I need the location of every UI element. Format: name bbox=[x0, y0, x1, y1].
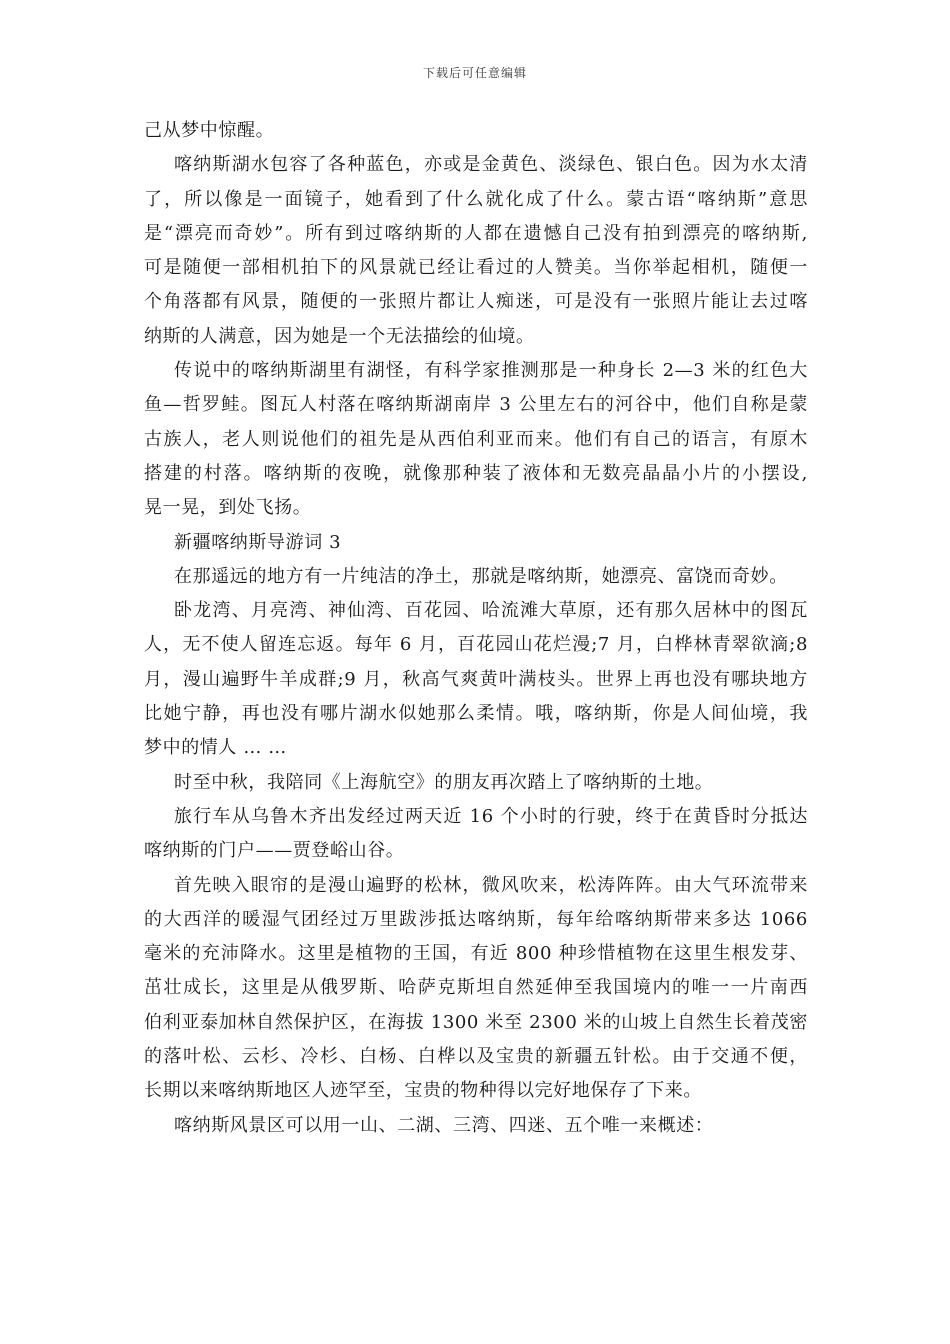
text-line: 搭建的村落。喀纳斯的夜晚，就像那种装了液体和无数亮晶晶小片的小摆设, bbox=[144, 462, 808, 484]
text-line: 人，无不使人留连忘返。每年 6 月，百花园山花烂漫;7 月，白桦林青翠欲滴;8 bbox=[144, 634, 808, 656]
text-line: 伯利亚泰加林自然保护区，在海拔 1300 米至 2300 米的山坡上自然生长着茂密 bbox=[144, 1011, 808, 1033]
text-line: 古族人，老人则说他们的祖先是从西伯利亚而来。他们有自己的语言，有原木 bbox=[144, 428, 808, 450]
text-line: 了，所以像是一面镜子，她看到了什么就化成了什么。蒙古语“喀纳斯”意思 bbox=[144, 188, 808, 210]
text-line: 可是随便一部相机拍下的风景就已经让看过的人赞美。当你举起相机，随便一 bbox=[144, 257, 808, 279]
text-line: 茁壮成长，这里是从俄罗斯、哈萨克斯坦自然延伸至我国境内的唯一一片南西 bbox=[144, 977, 808, 999]
paragraph bbox=[144, 114, 808, 148]
text-line: 时至中秋，我陪同《上海航空》的朋友再次踏上了喀纳斯的土地。 bbox=[174, 771, 714, 793]
text-line: 晃一晃，到处飞扬。 bbox=[144, 497, 312, 519]
text-line: 鱼—哲罗鲑。图瓦人村落在喀纳斯湖南岸 3 公里左右的河谷中，他们自称是蒙 bbox=[144, 394, 808, 416]
page-header: 下载后可任意编辑 bbox=[422, 66, 527, 80]
text-line: 喀纳斯风景区可以用一山、二湖、三湾、四迷、五个唯一来概述： bbox=[174, 1114, 714, 1136]
text-line: 新疆喀纳斯导游词 3 bbox=[174, 531, 342, 553]
document-body bbox=[144, 114, 808, 1143]
paragraph bbox=[144, 766, 808, 800]
text-line: 梦中的情人 … … bbox=[144, 737, 287, 759]
text-line: 首先映入眼帘的是漫山遍野的松林，微风吹来，松涛阵阵。由大气环流带来 bbox=[174, 874, 808, 896]
text-line: 是“漂亮而奇妙”。所有到过喀纳斯的人都在遗憾自己没有拍到漂亮的喀纳斯, bbox=[144, 222, 808, 244]
text-line: 在那遥远的地方有一片纯洁的净土，那就是喀纳斯，她漂亮、富饶而奇妙。 bbox=[174, 565, 788, 587]
text-line: 月，漫山遍野牛羊成群;9 月，秋高气爽黄叶满枝头。世界上再也没有哪块地方 bbox=[144, 668, 808, 690]
text-line: 己从梦中惊醒。 bbox=[144, 120, 275, 141]
paragraph bbox=[144, 800, 808, 869]
text-line: 个角落都有风景，随便的一张照片都让人痴迷，可是没有一张照片能让去过喀 bbox=[144, 291, 808, 313]
text-line: 纳斯的人满意，因为她是一个无法描绘的仙境。 bbox=[144, 325, 535, 347]
paragraph bbox=[144, 354, 808, 525]
text-line: 的大西洋的暖湿气团经过万里跋涉抵达喀纳斯，每年给喀纳斯带来多达 1066 bbox=[144, 908, 808, 930]
paragraph bbox=[144, 1109, 808, 1143]
paragraph bbox=[144, 148, 808, 354]
paragraph bbox=[144, 594, 808, 765]
text-line: 喀纳斯的门户——贾登峪山谷。 bbox=[144, 840, 405, 862]
text-line: 传说中的喀纳斯湖里有湖怪，有科学家推测那是一种身长 2—3 米的红色大 bbox=[174, 360, 808, 382]
text-line: 卧龙湾、月亮湾、神仙湾、百花园、哈流滩大草原，还有那久居林中的图瓦 bbox=[174, 600, 808, 622]
text-line: 的落叶松、云杉、冷杉、白杨、白桦以及宝贵的新疆五针松。由于交通不便， bbox=[144, 1046, 808, 1068]
paragraph bbox=[144, 869, 808, 1109]
paragraph bbox=[144, 526, 808, 560]
text-line: 长期以来喀纳斯地区人迹罕至，宝贵的物种得以完好地保存了下来。 bbox=[144, 1080, 702, 1102]
text-line: 旅行车从乌鲁木齐出发经过两天近 16 个小时的行驶，终于在黄昏时分抵达 bbox=[174, 805, 808, 827]
text-line: 喀纳斯湖水包容了各种蓝色，亦或是金黄色、淡绿色、银白色。因为水太清 bbox=[174, 154, 808, 176]
text-line: 毫米的充沛降水。这里是植物的王国，有近 800 种珍惜植物在这里生根发芽、 bbox=[144, 943, 808, 965]
text-line: 比她宁静，再也没有哪片湖水似她那么柔情。哦，喀纳斯，你是人间仙境，我 bbox=[144, 703, 808, 725]
paragraph bbox=[144, 560, 808, 594]
